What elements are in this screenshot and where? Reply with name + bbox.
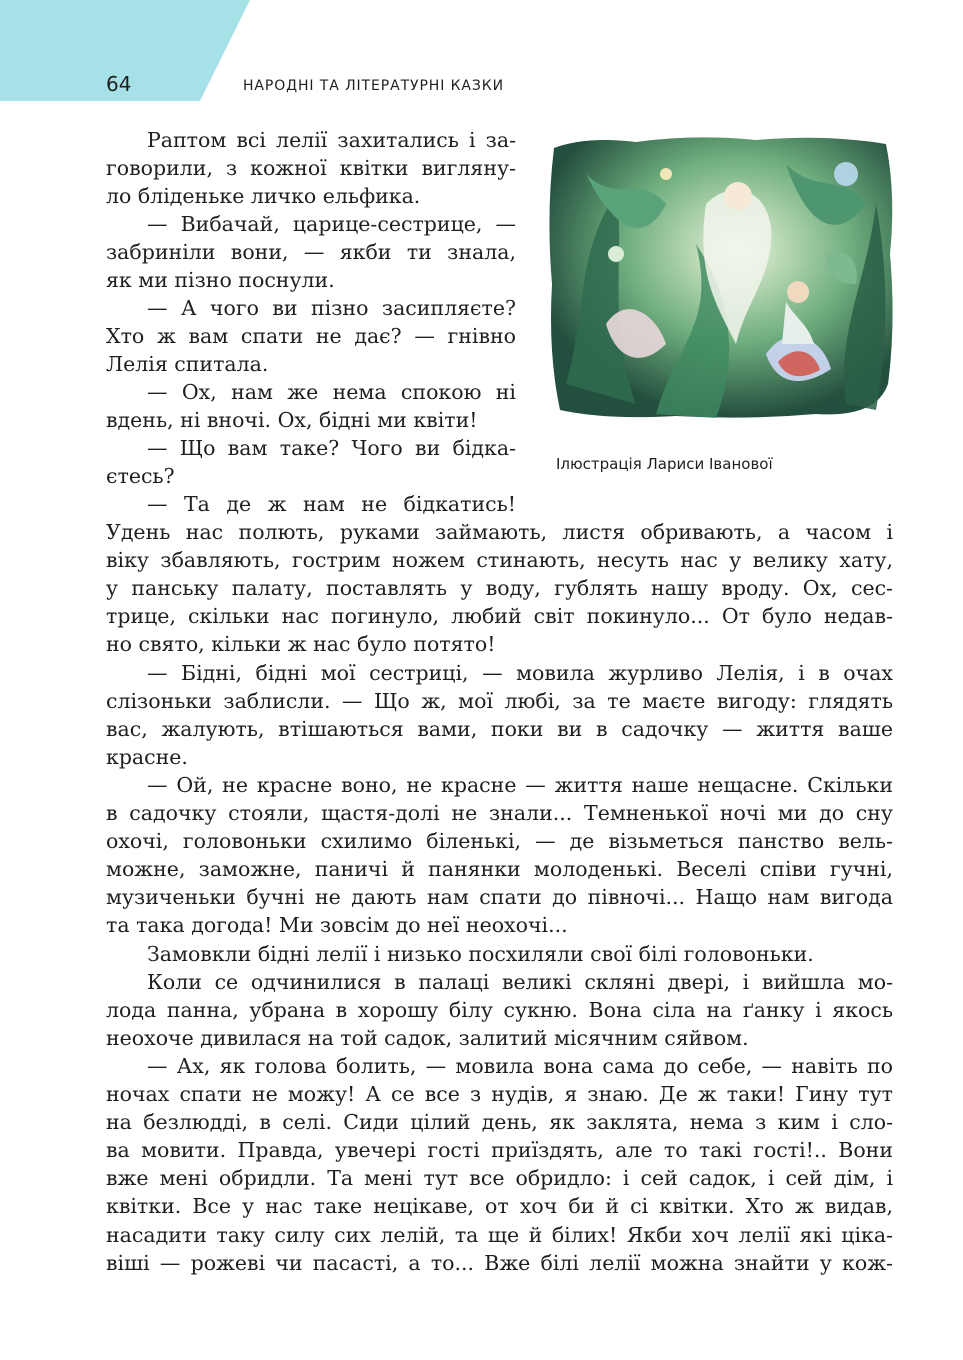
paragraph — [106, 968, 893, 1052]
text-line: — Вибачай, царице-сестрице, — — [147, 212, 516, 236]
paragraph — [106, 659, 893, 771]
text-line: музиченьки бучні не дають нам спати до півночі... Нащо нам вигода — [106, 885, 893, 910]
text-line: — Ой, не красне воно, не красне — життя наше нещасне. Скільки — [147, 773, 893, 797]
text-line: — Бідні, бідні мої сестриці, — мовила журливо Лелія, і в очах — [147, 661, 893, 685]
text-line: лода панна, убрана в хорошу білу сукню. Вона сіла на ґанку і якось — [106, 998, 893, 1023]
running-title: НАРОДНІ ТА ЛІТЕРАТУРНІ КАЗКИ — [243, 78, 504, 94]
text-line: красне. — [106, 745, 188, 770]
paragraph — [106, 126, 516, 210]
illustration-caption: Ілюстрація Лариси Іванової — [556, 455, 773, 473]
paragraph — [106, 434, 516, 490]
paragraph — [106, 294, 516, 378]
text-line: охочі, головоньки схилимо біленькі, — де візьметься панство вель- — [106, 829, 893, 854]
text-line: Раптом всі лелії захитались і за- — [147, 128, 516, 152]
text-line: Коли се одчинилися в палаці великі скляні двері, і вийшла мо- — [147, 970, 893, 994]
text-line: слізоньки заблисли. — Що ж, мої любі, за те маєте вигоду: глядять — [106, 689, 893, 714]
text-line: ночах спати не можу! А се все з нудів, я знаю. Де ж таки! Гину тут — [106, 1082, 893, 1107]
text-line: у панську палату, поставлять у воду, гублять нашу вроду. Ох, сес- — [106, 576, 893, 601]
text-line: — А чого ви пізно засипляєте? — [147, 296, 516, 320]
text-line: Хто ж вам спати не дає? — гнівно — [106, 324, 516, 349]
text-line: можне, заможне, паничі й панянки молоденькі. Веселі співи гучні, — [106, 857, 893, 882]
text-line: ло бліденьке личко ельфика. — [106, 184, 421, 209]
text-line: — Та де ж нам не бідкатись! — [147, 492, 516, 516]
paragraph — [106, 940, 893, 968]
fairy-tale-illustration — [546, 134, 896, 420]
text-line: квітки. Все у нас таке нецікаве, от хоч би й сі квітки. Хто ж видав, — [106, 1194, 893, 1219]
text-line: вдень, ні вночі. Ох, бідні ми квіти! — [106, 408, 478, 433]
text-line: забриніли вони, — якби ти знала, — [106, 240, 516, 265]
text-line: як ми пізно поснули. — [106, 268, 335, 293]
text-line: ва мовити. Правда, увечері гості приїздять, але то такі гості!.. Вони — [106, 1138, 893, 1163]
paragraph — [106, 210, 516, 294]
text-line: — Ах, як голова болить, — мовила вона сама до себе, — навіть по — [147, 1054, 893, 1078]
text-line: та така догода! Ми зовсім до неї неохочі... — [106, 913, 568, 938]
text-line: вас, жалують, втішаються вами, поки ви в садочку — життя ваше — [106, 717, 893, 742]
text-line: — Що вам таке? Чого ви бідка- — [147, 436, 516, 460]
text-line: віку збавляють, гострим ножем стинають, несуть нас у велику хату, — [106, 548, 893, 573]
text-line: в садочку стояли, щастя-долі не знали... Темненької ночі ми до сну — [106, 801, 893, 826]
text-line: Лелія спитала. — [106, 352, 269, 377]
text-line: єтесь? — [106, 464, 175, 489]
text-line: віші — рожеві чи пасасті, а то... Вже білі лелії можна знайти у кож- — [106, 1250, 893, 1275]
paragraph — [106, 518, 893, 658]
paragraph — [106, 378, 516, 434]
text-line: вже мені обридли. Та мені тут все обридло: і сей садок, і сей дім, і — [106, 1166, 893, 1191]
text-line: насадити таку силу сих лелій, та ще й білих! Якби хоч лелії які ціка- — [106, 1222, 893, 1247]
text-line: Замовкли бідні лелії і низько посхиляли свої білі головоньки. — [147, 942, 814, 966]
text-line: на безлюдді, в селі. Сиди цілий день, як заклята, нема з ким і сло- — [106, 1110, 893, 1135]
text-line: Удень нас полють, руками займають, листя обривають, а часом і — [106, 520, 893, 544]
paragraph — [106, 771, 893, 940]
paragraph — [106, 1052, 893, 1277]
text-line: говорили, з кожної квітки вигляну- — [106, 156, 516, 181]
text-line: — Ох, нам же нема спокою ні — [147, 380, 516, 404]
paragraph — [106, 490, 516, 518]
text-line: но свято, кільки ж нас було потято! — [106, 632, 496, 657]
page-number: 64 — [106, 72, 132, 96]
text-line: неохоче дивилася на той садок, залитий місячним сяйвом. — [106, 1026, 749, 1051]
text-line: трице, скільки нас погинуло, любий світ покинуло... От було недав- — [106, 604, 893, 629]
